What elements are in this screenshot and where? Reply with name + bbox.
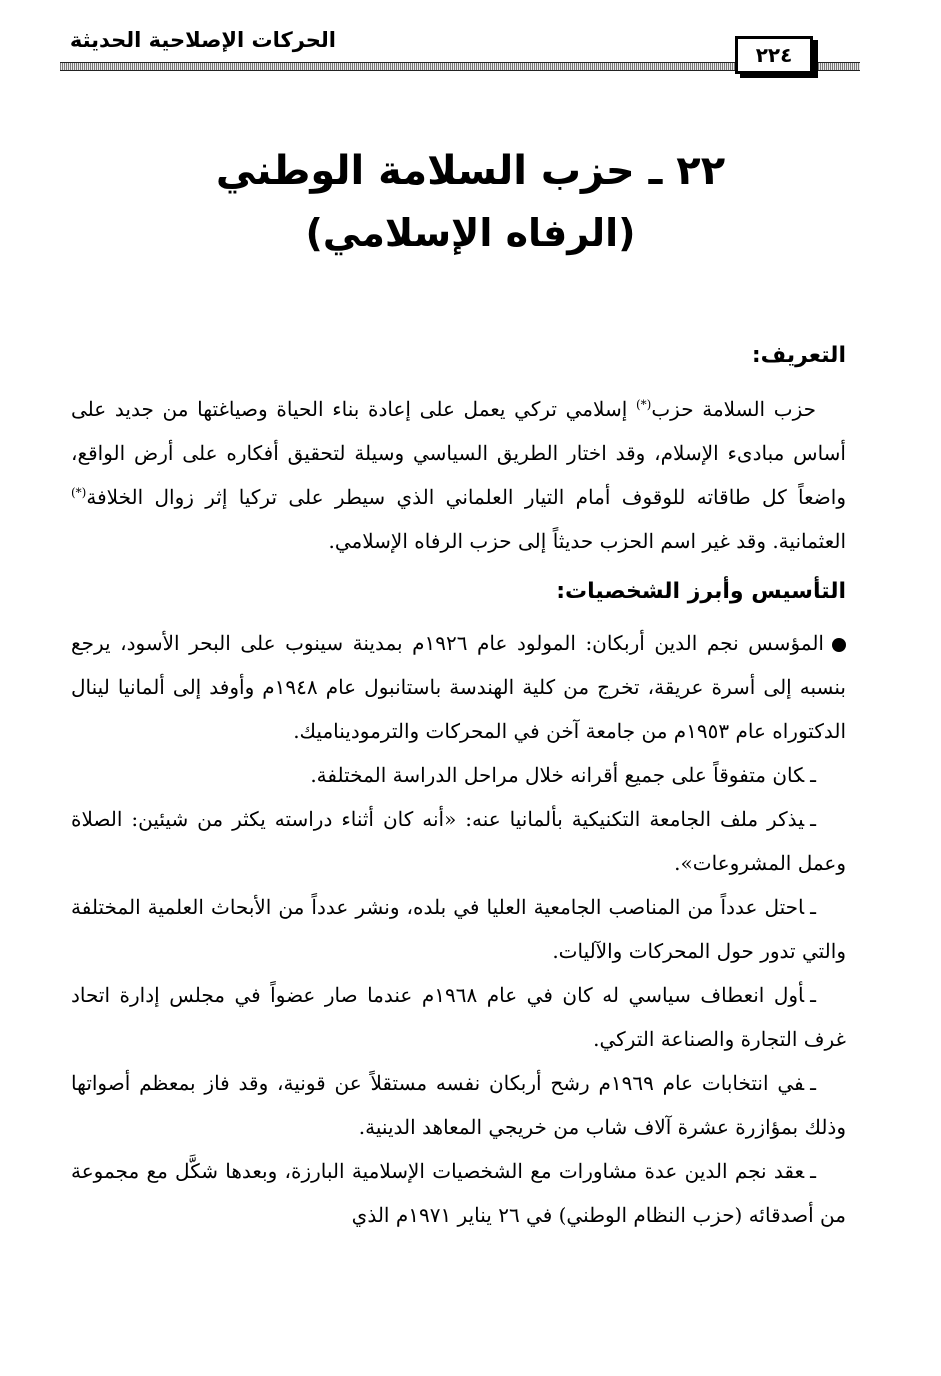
list-item-text: احتل عدداً من المناصب الجامعية العليا في بلده، ونشر عدداً من الأبحاث العلمية المختلفة والتي تدور حول المحركات والآليات. [71, 895, 846, 963]
dash-icon: ـ [810, 1071, 816, 1095]
definition-text-a: حزب السلامة حزب [651, 397, 817, 421]
dash-icon: ـ [810, 763, 816, 787]
list-item-text: أول انعطاف سياسي له كان في عام ١٩٦٨م عندما صار عضواً في مجلس إدارة اتحاد غرف التجارة والصناعة التركي. [71, 983, 846, 1051]
chapter-subtitle: (الرفاه الإسلامي) [305, 211, 636, 255]
list-item [71, 753, 846, 797]
founding-heading: التأسيس وأبرز الشخصيات: [556, 579, 846, 604]
page-number: ٢٢٤ [735, 36, 813, 74]
dash-icon: ـ [810, 1159, 816, 1183]
founder-bio [71, 621, 846, 753]
chapter-title: ٢٢ ـ حزب السلامة الوطني [215, 148, 726, 194]
founder-bio-text: المؤسس نجم الدين أربكان: المولود عام ١٩٢٦م بمدينة سينوب على البحر الأسود، يرجع بنسبه إلى أسرة عريقة، تخرج من كلية الهندسة باستانبول عام ١٩٤٨م وأوفد إلى ألمانيا لينال الدكتوراه عام ١٩٥٣م من جامعة آخن في المحركات والترموديناميك. [71, 631, 846, 743]
list-item-text: كان متفوقاً على جميع أقرانه خلال مراحل الدراسة المختلفة. [310, 763, 805, 787]
footnote-mark: (*) [71, 485, 87, 500]
body-text [71, 333, 846, 1237]
list-item [71, 797, 846, 885]
list-item-text: في انتخابات عام ١٩٦٩م رشح أربكان نفسه مستقلاً عن قونية، وقد فاز بمعظم أصواتها وذلك بمؤازرة عشرة آلاف شاب من خريجي المعاهد الدينية. [71, 1071, 846, 1139]
definition-text-c: العثمانية. وقد غير اسم الحزب حديثاً إلى حزب الرفاه الإسلامي. [328, 529, 846, 553]
footnote-mark: (*) [635, 397, 652, 412]
list-item-text: عقد نجم الدين عدة مشاورات مع الشخصيات الإسلامية البارزة، وبعدها شكَّل مع مجموعة من أصدقائه (حزب النظام الوطني) في ٢٦ يناير ١٩٧١م الذي [71, 1159, 846, 1227]
definition-text-b: إسلامي تركي يعمل على إعادة بناء الحياة وصياغتها من جديد على أساس مبادىء الإسلام، وقد اختار الطريق السياسي وسيلة لتحقيق أفكاره على أرض الواقع، واضعاً كل طاقاته للوقوف أمام التيار العلماني الذي سيطر على تركيا إثر زوال الخلافة [71, 397, 847, 509]
dash-icon: ـ [810, 807, 816, 831]
list-item [71, 973, 846, 1061]
dash-icon: ـ [810, 895, 816, 919]
definition-paragraph [71, 387, 846, 563]
list-item [71, 1061, 846, 1149]
list-item [71, 885, 846, 973]
running-header [0, 0, 941, 80]
definition-heading: التعريف: [751, 343, 846, 368]
dash-icon: ـ [810, 983, 816, 1007]
bullet-icon [832, 638, 846, 652]
running-header-title: الحركات الإصلاحية الحديثة [69, 28, 336, 52]
list-item-text: يذكر ملف الجامعة التكنيكية بألمانيا عنه: «أنه كان أثناء دراسته يكثر من شيئين: الصلاة وعمل المشروعات». [71, 807, 846, 875]
list-item [71, 1149, 846, 1237]
